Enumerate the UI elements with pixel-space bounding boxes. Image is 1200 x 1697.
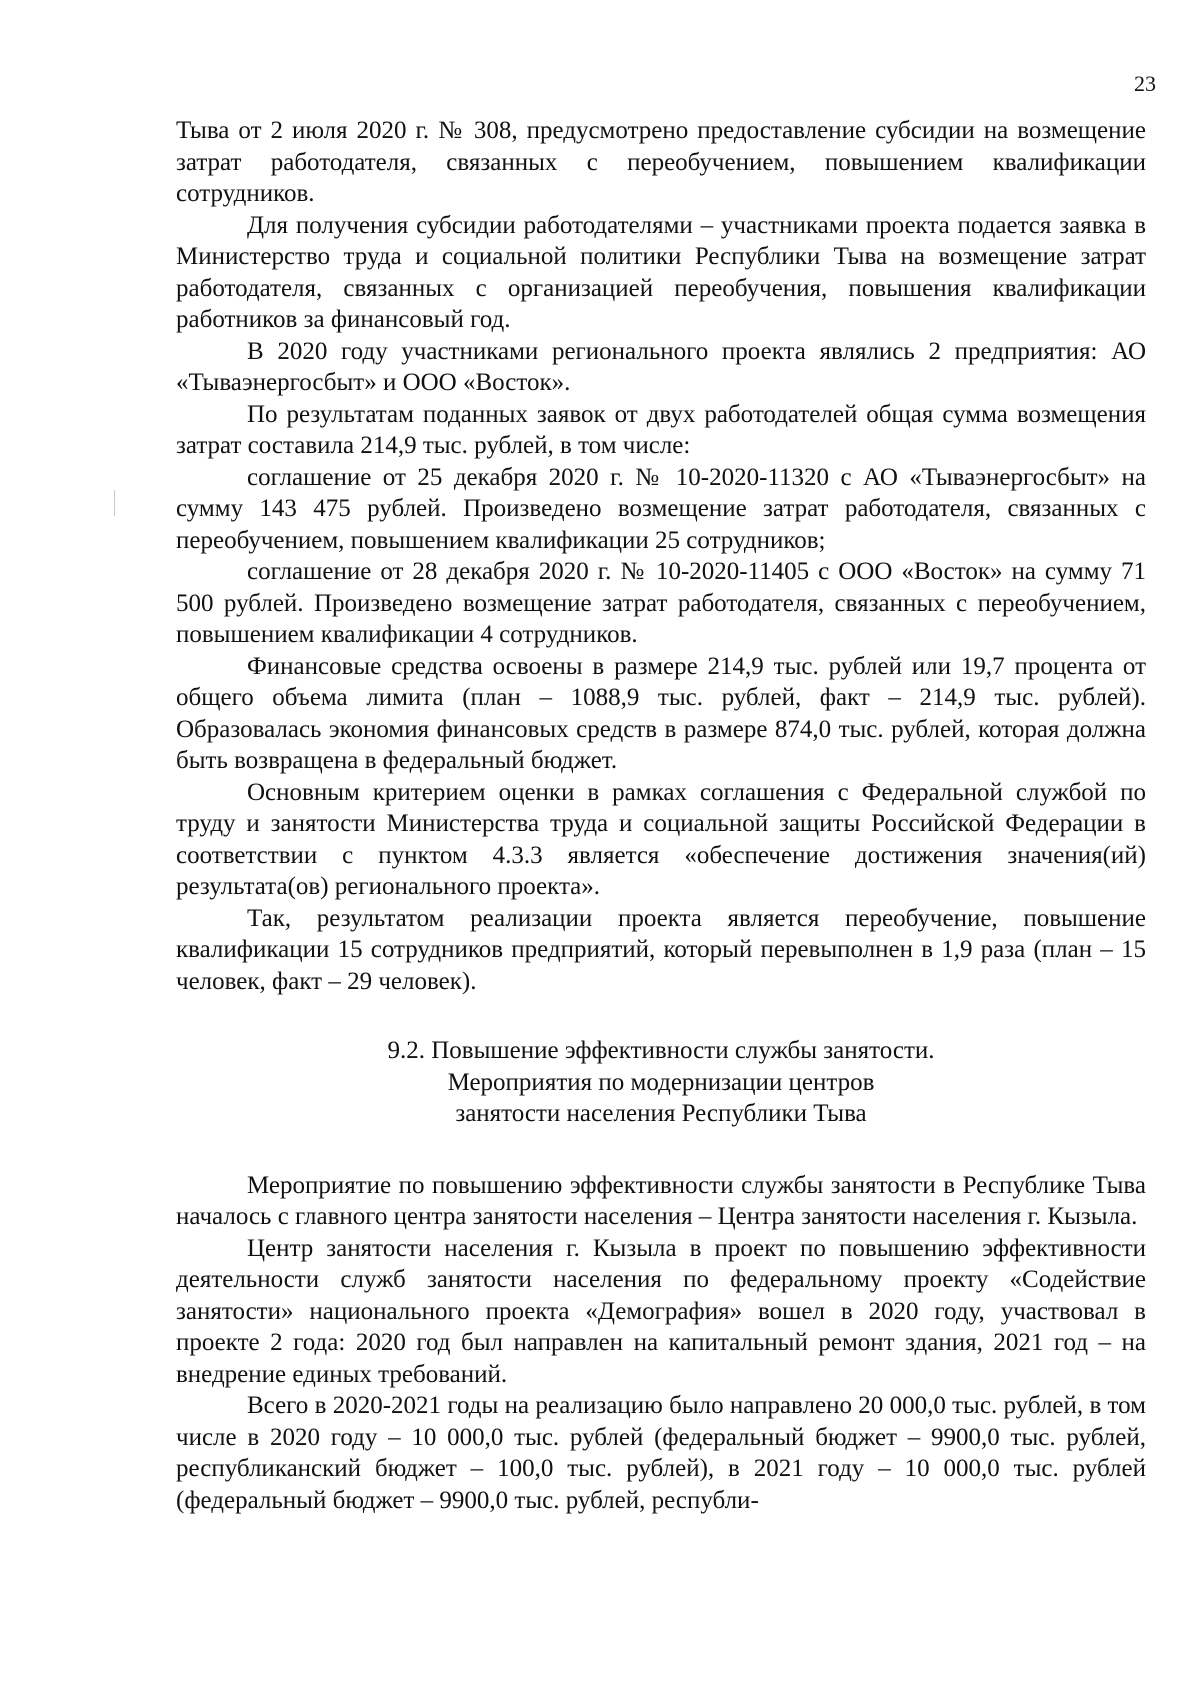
scan-margin-mark [114, 490, 115, 516]
paragraph: Всего в 2020-2021 годы на реализацию было направлено 20 000,0 тыс. рублей, в том числе в 2020 году – 10 000,0 тыс. рублей (федеральный бюджет – 9900,0 тыс. рублей, республиканский бюджет – 100,0 тыс. рублей), в 2021 году – 10 000,0 тыс. рублей (федеральный бюджет – 9900,0 тыс. рублей, республи- [176, 1392, 1146, 1514]
paragraph: соглашение от 25 декабря 2020 г. № 10-2020-11320 с АО «Тываэнергосбыт» на сумму 143 475 рублей. Произведено возмещение затрат работодателя, связанных с переобучением, повышением квалификации 25 сотрудников; [176, 463, 1146, 554]
section-heading-line: занятости населения Республики Тыва [455, 1100, 867, 1127]
paragraph: Финансовые средства освоены в размере 214,9 тыс. рублей или 19,7 процента от общего объема лимита (план – 1088,9 тыс. рублей, факт – 214,9 тыс. рублей). Образовалась экономия финансовых средств в размере 874,0 тыс. рублей, которая должна быть возвращена в федеральный бюджет. [176, 652, 1146, 774]
paragraph: Так, результатом реализации проекта является переобучение, повышение квалификации 15 сотрудников предприятий, который перевыполнен в 1,9 раза (план – 15 человек, факт – 29 человек). [176, 904, 1146, 995]
section-heading-line: 9.2. Повышение эффективности службы занятости. [387, 1037, 935, 1064]
document-body [176, 115, 1146, 1516]
paragraph: Тыва от 2 июля 2020 г. № 308, предусмотрено предоставление субсидии на возмещение затрат работодателя, связанных с переобучением, повышением квалификации сотрудников. [176, 117, 1146, 207]
paragraph: Центр занятости населения г. Кызыла в проект по повышению эффективности деятельности служб занятости населения по федеральному проекту «Содействие занятости» национального проекта «Демография» вошел в 2020 году, участвовал в проекте 2 года: 2020 год был направлен на капитальный ремонт здания, 2021 год – на внедрение единых требований. [176, 1234, 1146, 1388]
paragraph: Мероприятие по повышению эффективности службы занятости в Республике Тыва началось с главного центра занятости населения – Центра занятости населения г. Кызыла. [176, 1171, 1146, 1230]
paragraph: В 2020 году участниками регионального проекта являлись 2 предприятия: АО «Тываэнергосбыт» и ООО «Восток». [176, 337, 1146, 396]
section-heading [176, 1035, 1146, 1130]
paragraph: Основным критерием оценки в рамках соглашения с Федеральной службой по труду и занятости Министерства труда и социальной защиты Российской Федерации в соответствии с пунктом 4.3.3 является «обеспечение достижения значения(ий) результата(ов) регионального проекта». [176, 778, 1146, 900]
section-heading-line: Мероприятия по модернизации центров [447, 1068, 875, 1096]
paragraph: соглашение от 28 декабря 2020 г. № 10-2020-11405 с ООО «Восток» на сумму 71 500 рублей. Произведено возмещение затрат работодателя, связанных с переобучением, повышением квалификации 4 сотрудников. [176, 558, 1146, 648]
paragraph: Для получения субсидии работодателями – участниками проекта подается заявка в Министерство труда и социальной политики Республики Тыва на возмещение затрат работодателя, связанных с организацией переобучения, повышения квалификации работников за финансовый год. [176, 211, 1146, 333]
page-number: 23 [1134, 71, 1156, 96]
paragraph: По результатам поданных заявок от двух работодателей общая сумма возмещения затрат составила 214,9 тыс. рублей, в том числе: [176, 400, 1146, 459]
